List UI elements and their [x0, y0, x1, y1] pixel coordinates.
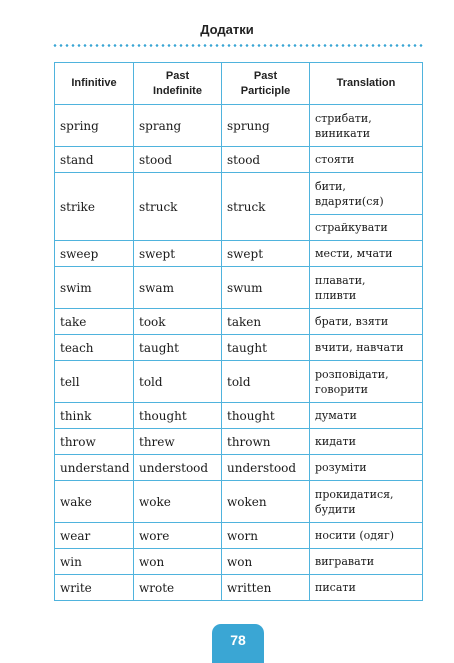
- infinitive-cell: tell: [55, 361, 134, 403]
- translation-cell: вигравати: [310, 549, 423, 575]
- translation-cell: стояти: [310, 147, 423, 173]
- past-participle-cell: stood: [222, 147, 310, 173]
- page-number: 78: [230, 632, 246, 648]
- column-header-past-indefinite: Past Indefinite: [134, 63, 222, 105]
- past-participle-cell: written: [222, 575, 310, 601]
- translation-cell: плавати, пливти: [310, 267, 423, 309]
- table-row: [55, 523, 423, 549]
- page-number-tab: [212, 624, 264, 663]
- section-header: Додатки: [200, 22, 254, 37]
- past-indefinite-cell: swept: [134, 241, 222, 267]
- infinitive-cell: think: [55, 403, 134, 429]
- infinitive-cell: wear: [55, 523, 134, 549]
- translation-cell: розповідати, говорити: [310, 361, 423, 403]
- past-participle-cell: taught: [222, 335, 310, 361]
- translation-cell: страйкувати: [310, 215, 423, 241]
- past-participle-cell: sprung: [222, 105, 310, 147]
- infinitive-cell: win: [55, 549, 134, 575]
- translation-cell: бити, вдаряти(ся): [310, 173, 423, 215]
- past-indefinite-cell: struck: [134, 173, 222, 241]
- past-indefinite-cell: swam: [134, 267, 222, 309]
- past-participle-cell: swept: [222, 241, 310, 267]
- table-row: [55, 549, 423, 575]
- column-header-infinitive: Infinitive: [55, 63, 134, 105]
- infinitive-cell: understand: [55, 455, 134, 481]
- past-indefinite-cell: told: [134, 361, 222, 403]
- past-participle-cell: thrown: [222, 429, 310, 455]
- table-row: [55, 267, 423, 309]
- translation-cell: мести, мчати: [310, 241, 423, 267]
- past-indefinite-cell: sprang: [134, 105, 222, 147]
- past-indefinite-cell: won: [134, 549, 222, 575]
- column-header-past-participle: Past Participle: [222, 63, 310, 105]
- table-row: [55, 429, 423, 455]
- table-row: [55, 241, 423, 267]
- infinitive-cell: stand: [55, 147, 134, 173]
- translation-cell: розуміти: [310, 455, 423, 481]
- past-participle-cell: woken: [222, 481, 310, 523]
- translation-cell: стрибати, виникати: [310, 105, 423, 147]
- infinitive-cell: strike: [55, 173, 134, 241]
- table-body: [55, 105, 423, 601]
- column-header-translation: Translation: [310, 63, 423, 105]
- past-indefinite-cell: woke: [134, 481, 222, 523]
- table-row: [55, 361, 423, 403]
- past-participle-cell: taken: [222, 309, 310, 335]
- past-participle-cell: understood: [222, 455, 310, 481]
- table-row: [55, 481, 423, 523]
- table-row: [55, 335, 423, 361]
- past-indefinite-cell: took: [134, 309, 222, 335]
- table-row: [55, 403, 423, 429]
- infinitive-cell: take: [55, 309, 134, 335]
- translation-cell: кидати: [310, 429, 423, 455]
- infinitive-cell: write: [55, 575, 134, 601]
- past-participle-cell: told: [222, 361, 310, 403]
- infinitive-cell: sweep: [55, 241, 134, 267]
- table-row: [55, 575, 423, 601]
- infinitive-cell: teach: [55, 335, 134, 361]
- past-participle-cell: struck: [222, 173, 310, 241]
- translation-cell: писати: [310, 575, 423, 601]
- table-header-row: [55, 63, 423, 105]
- table-row: [55, 455, 423, 481]
- past-participle-cell: won: [222, 549, 310, 575]
- table-row: [55, 309, 423, 335]
- past-indefinite-cell: taught: [134, 335, 222, 361]
- past-participle-cell: thought: [222, 403, 310, 429]
- past-participle-cell: swum: [222, 267, 310, 309]
- translation-cell: прокидатися, будити: [310, 481, 423, 523]
- irregular-verbs-table: [54, 62, 423, 601]
- past-indefinite-cell: wore: [134, 523, 222, 549]
- infinitive-cell: spring: [55, 105, 134, 147]
- table-row: [55, 105, 423, 147]
- dotted-divider: [52, 44, 424, 47]
- past-indefinite-cell: stood: [134, 147, 222, 173]
- translation-cell: брати, взяти: [310, 309, 423, 335]
- past-indefinite-cell: thought: [134, 403, 222, 429]
- past-indefinite-cell: wrote: [134, 575, 222, 601]
- translation-cell: носити (одяг): [310, 523, 423, 549]
- past-participle-cell: worn: [222, 523, 310, 549]
- infinitive-cell: throw: [55, 429, 134, 455]
- translation-cell: думати: [310, 403, 423, 429]
- infinitive-cell: wake: [55, 481, 134, 523]
- table-row: [55, 173, 423, 215]
- past-indefinite-cell: understood: [134, 455, 222, 481]
- table-row: [55, 147, 423, 173]
- infinitive-cell: swim: [55, 267, 134, 309]
- translation-cell: вчити, навчати: [310, 335, 423, 361]
- past-indefinite-cell: threw: [134, 429, 222, 455]
